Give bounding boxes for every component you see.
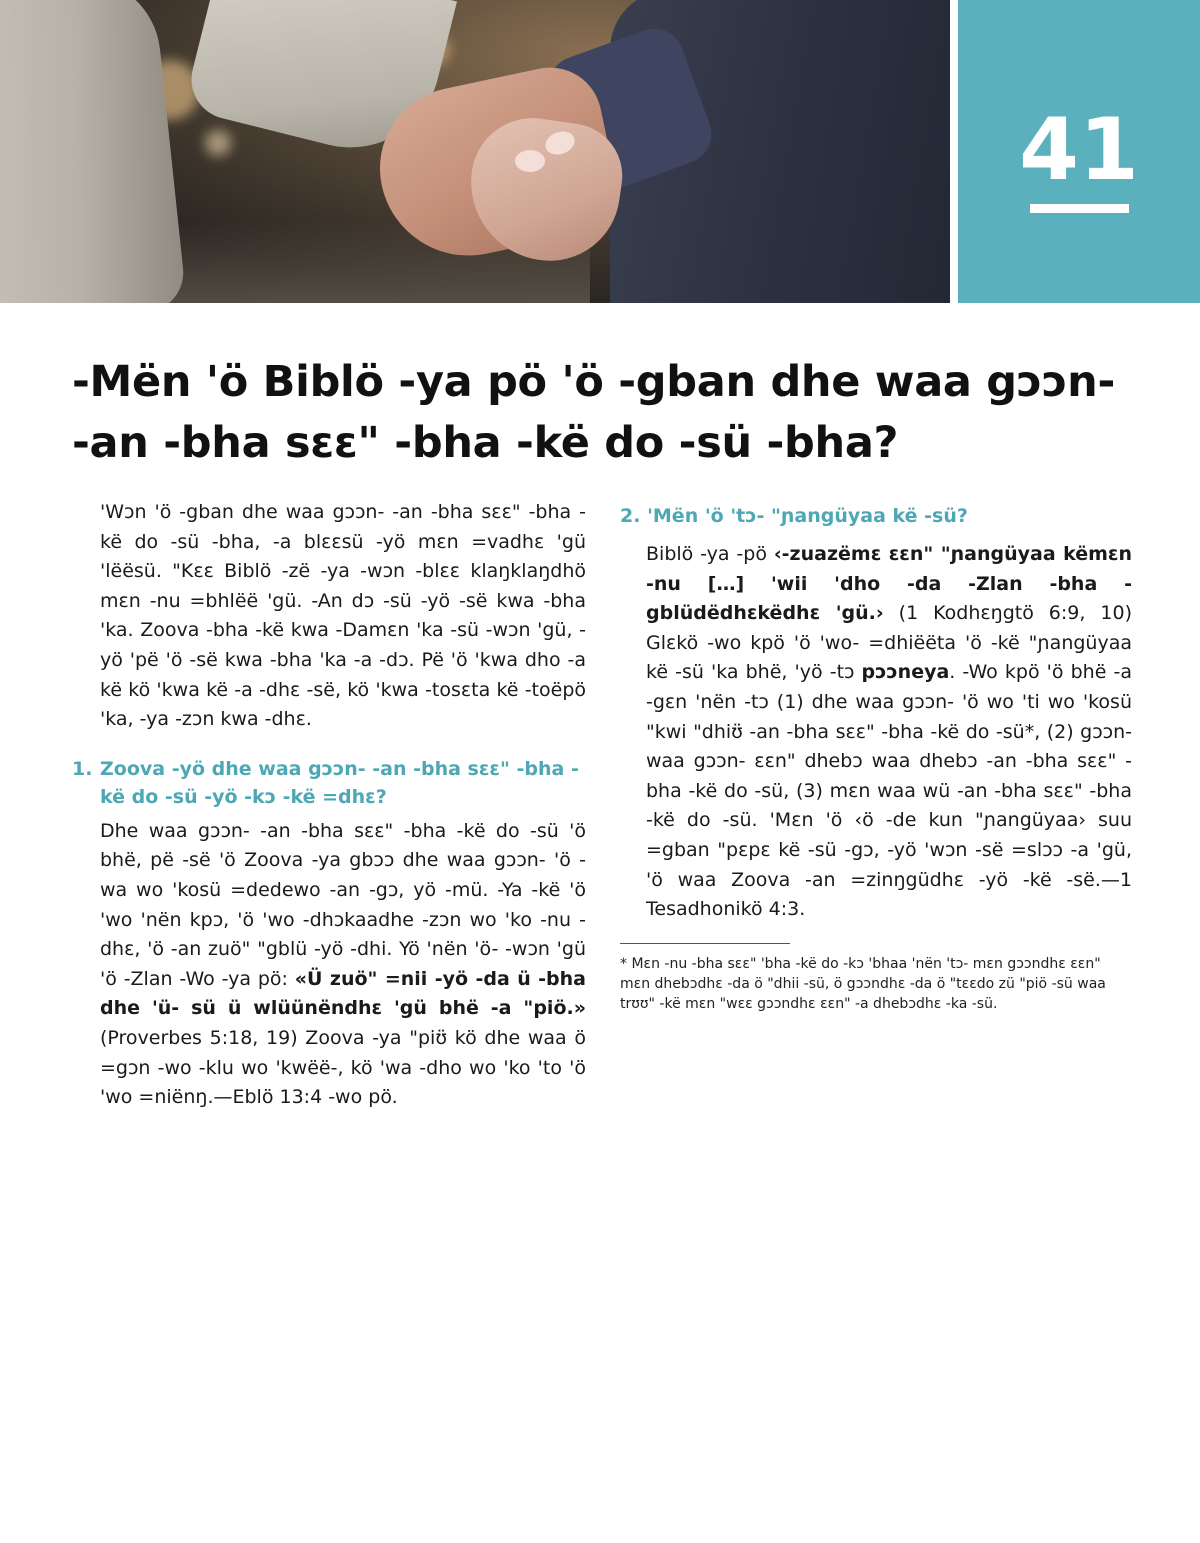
section-2-quote: ‹-zuazëmɛ ɛɛn" "ɲangüyaa këmɛn -nu […] 'wii 'dho -da -Zlan -bha -gblüdëdhɛkëdhɛ 'gü.› xyxy=(646,543,1132,625)
right-column xyxy=(620,498,1132,1014)
page-title: -Mën 'ö Biblö -ya pö 'ö -gban dhe waa gɔɔn- -an -bha sɛɛ" -bha -kë do -sü -bha? xyxy=(72,357,1116,468)
section-1-paragraph xyxy=(72,817,586,1113)
section-1-number: 1. xyxy=(72,757,93,780)
section-2-number: 2. xyxy=(620,505,641,527)
footnote: * Mɛn -nu -bha sɛɛ" 'bha -kë do -kɔ 'bhaa 'nën 'tɔ- mɛn gɔɔndhɛ ɛɛn" mɛn dhebɔdhɛ -da ö "dhii -sü, ö gɔɔndhɛ -da ö "tɛɛdo zü "piö -sü waa trʊʊ" -kë mɛn "wɛɛ gɔɔndhɛ ɛɛn" -a dhebɔdhɛ -ka -sü. xyxy=(620,955,1106,1012)
section-2-text-c: . -Wo kpö 'ö bhë -a -gɛn 'nën -tɔ (1) dhe waa gɔɔn- 'ö wo 'ti wo 'kosü "kwi "dhiʊ̈ -an -bha sɛɛ" -bha -kë do -sü*, (2) gɔɔn- waa gɔɔn- ɛɛn" dhebɔ waa dhebɔ -an -bha sɛɛ" -bha -kë do -sü, (3) mɛn waa wü -an -bha sɛɛ" -bha -kë do -sü. 'Mɛn 'ö ‹ö -de kun "ɲangüyaa› suu =gban "pɛpɛ kë -sü -gɔ, -yö 'wɔn -së =slɔɔ -a 'gü, 'ö waa Zoova -an =zinŋgüdhɛ -yö -kë -së.—1 Tesadhonikö 4:3. xyxy=(646,661,1132,921)
section-2-heading xyxy=(620,502,1132,530)
section-1-text-b: (Proverbes 5:18, 19) Zoova -ya "piʊ̈ kö dhe waa ö =gɔn -wo -klu wo 'kwëë-, kö 'wa -dho wo 'ko 'to 'ö 'wo =niënŋ.—Eblö 13:4 -wo pö. xyxy=(100,1026,586,1109)
section-1-text-a: Dhe waa gɔɔn- -an -bha sɛɛ" -bha -kë do -sü 'ö bhë, pë -së 'ö Zoova -ya gbɔɔ dhe waa gɔɔn- 'ö -wa wo 'kosü =dedewo -an -gɔ, yö -mü. -Ya -kë 'ö 'wo 'nën kpɔ, 'ö 'wo -dhɔkaadhe -zɔn wo 'ko -nu -dhɛ, 'ö -an zuö" "gblü -yö -dhi. Yö 'nën 'ö- -wɔn 'gü 'ö -Zlan -Wo -ya pö: xyxy=(100,819,586,990)
section-1-heading xyxy=(72,755,586,811)
intro-paragraph: 'Wɔn 'ö -gban dhe waa gɔɔn- -an -bha sɛɛ" -bha -kë do -sü -bha, -a blɛɛsü -yö mɛn =vadhɛ 'gü 'lëësü. "Kɛɛ Biblö -zë -ya -wɔn -blɛɛ klaŋklaŋdhö mɛn -nu =bhlëë 'gü. -An dɔ -sü -yö -së kwa -bha 'ka. Zoova -bha -kë kwa -Damɛn 'ka -sü -wɔn 'gü, -yö 'pë 'ö -së kwa -bha 'ka -a -dɔ. Pë 'ö 'kwa dho -a kë kö 'kwa kë -a -dhɛ -së, kö 'kwa -tosɛta kë -toëpö 'ka, -ya -zɔn kwa -dhɛ. xyxy=(100,501,586,731)
left-person-sleeve xyxy=(0,0,187,303)
footnote-divider xyxy=(620,943,790,944)
lesson-number-panel xyxy=(958,0,1200,303)
lesson-number: 41 xyxy=(1019,100,1139,200)
bokeh-light xyxy=(205,130,231,156)
section-2-text-b: (1 Kodhɛŋgtö 6:9, 10) Glɛkö -wo kpö 'ö 'wo- =dhiëëta 'ö -kë "ɲangüyaa kë -sü 'ka bhë, 'yö -tɔ xyxy=(646,602,1132,684)
header-photo xyxy=(0,0,950,303)
left-column xyxy=(72,498,586,1113)
section-2-heading-text: 'Mën 'ö 'tɔ- "ɲangüyaa kë -sü? xyxy=(647,505,968,527)
lesson-number-underline xyxy=(1030,204,1129,213)
section-2-text-a: Biblö -ya -pö xyxy=(646,543,767,565)
section-2-term: pɔɔneya xyxy=(861,661,950,684)
section-2-paragraph xyxy=(620,540,1132,925)
fingernail xyxy=(515,150,545,172)
section-1-quote: «Ü zuö" =nii -yö -da ü -bha dhe 'ü- sü ü wlüünëndhɛ 'gü bhë -a "piö.» xyxy=(100,967,586,1020)
section-1-heading-text: Zoova -yö dhe waa gɔɔn- -an -bha sɛɛ" -bha -kë do -sü -yö -kɔ -kë =dhɛ? xyxy=(100,757,579,808)
